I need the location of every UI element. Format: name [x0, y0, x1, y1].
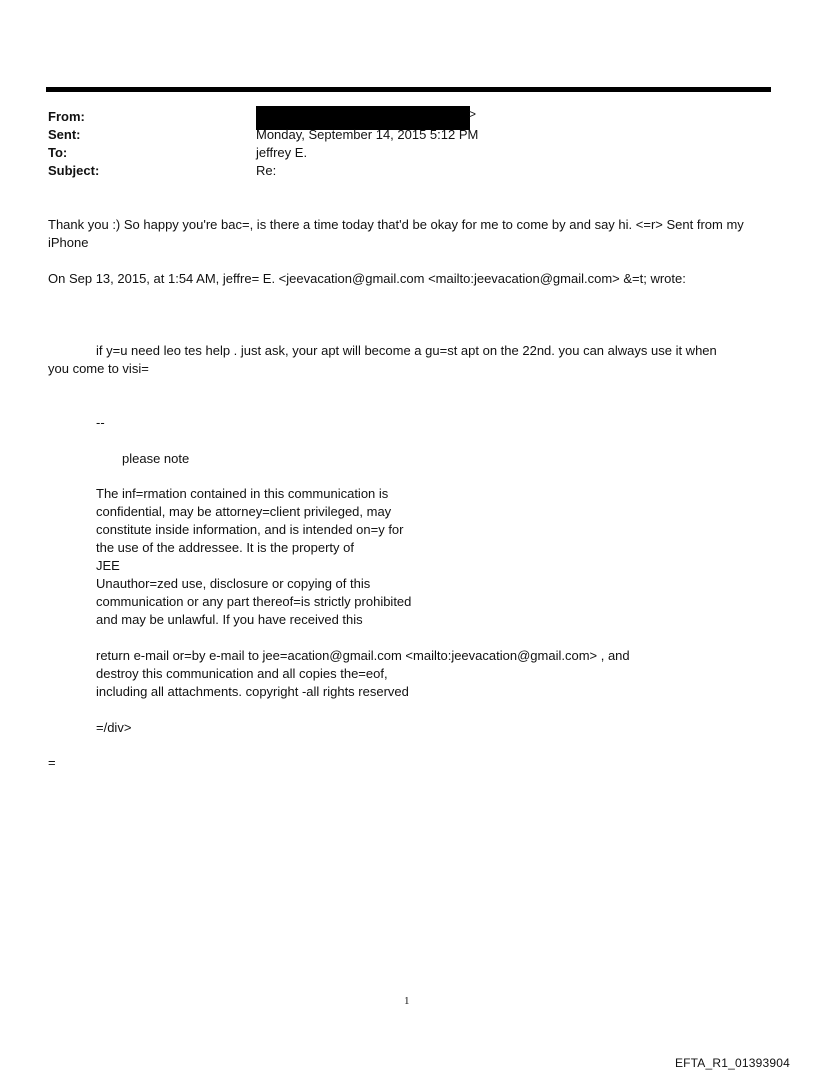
disclaimer-line: the use of the addressee. It is the property of: [96, 540, 354, 555]
disclaimer-line: communication or any part thereof=is strictly prohibited: [96, 594, 412, 609]
to-value: jeffrey E.: [256, 145, 308, 160]
signature-dashes: --: [96, 415, 105, 430]
disclaimer-line: JEE: [96, 558, 120, 573]
return-line: return e-mail or=by e-mail to jee=acation@gmail.com <mailto:jeevacation@gmail.com> , and: [96, 648, 630, 663]
reply-line-2: iPhone: [48, 235, 89, 250]
page-number: 1: [404, 995, 410, 1007]
trailing-equals: =: [48, 755, 56, 770]
div-close-text: =/div>: [96, 720, 132, 735]
reply-line-1: Thank you :) So happy you're bac=, is there a time today that'd be okay for me to come by and say hi. <=r> Sent from my: [48, 217, 744, 232]
from-value-tail: >: [469, 107, 477, 121]
quoted-line-1: if y=u need leo tes help . just ask, your apt will become a gu=st apt on the 22nd. you can always use it when: [96, 343, 717, 358]
sent-value: Monday, September 14, 2015 5:12 PM: [256, 127, 479, 142]
disclaimer-line: confidential, may be attorney=client privileged, may: [96, 504, 392, 519]
disclaimer-line: The inf=rmation contained in this communication is: [96, 486, 389, 501]
sent-label: Sent:: [48, 127, 81, 142]
please-note: please note: [122, 451, 190, 466]
from-label: From:: [48, 109, 85, 124]
return-line: including all attachments. copyright -all rights reserved: [96, 684, 409, 699]
document-id: EFTA_R1_01393904: [674, 1056, 790, 1070]
disclaimer-line: Unauthor=zed use, disclosure or copying of this: [96, 576, 371, 591]
disclaimer-line: and may be unlawful. If you have received this: [96, 612, 363, 627]
subject-label: Subject:: [48, 163, 100, 178]
return-line: destroy this communication and all copies the=eof,: [96, 666, 388, 681]
subject-value: Re:: [256, 163, 277, 178]
to-label: To:: [48, 145, 68, 160]
quote-intro: On Sep 13, 2015, at 1:54 AM, jeffre= E. <jeevacation@gmail.com <mailto:jeevacation@gmail.com> &=t; wrote:: [48, 271, 686, 286]
quoted-line-2: you come to visi=: [48, 361, 149, 376]
header-rule: [46, 87, 771, 92]
disclaimer-line: constitute inside information, and is intended on=y for: [96, 522, 404, 537]
